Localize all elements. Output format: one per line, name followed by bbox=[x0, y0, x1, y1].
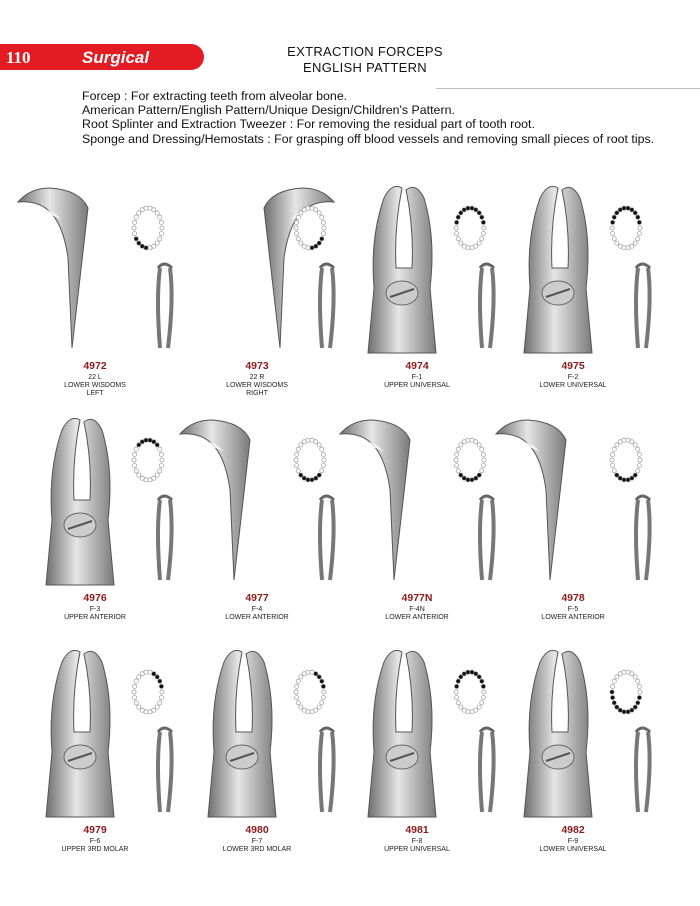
product-ref: F-9 bbox=[567, 838, 579, 845]
product-ref: F-4N bbox=[409, 606, 425, 613]
product-ref: F-6 bbox=[89, 838, 101, 845]
product-ref: 22 L bbox=[88, 374, 102, 381]
product-code: 4974 bbox=[405, 360, 429, 372]
product-code: 4972 bbox=[83, 360, 107, 372]
product-code: 4979 bbox=[83, 824, 107, 836]
product-name-line2: LEFT bbox=[86, 390, 104, 397]
product-code: 4975 bbox=[561, 360, 585, 372]
product-name: LOWER ANTERIOR bbox=[385, 614, 449, 621]
product-card bbox=[332, 400, 502, 630]
product-name: LOWER UNIVERSAL bbox=[539, 846, 607, 853]
product-code: 4973 bbox=[245, 360, 269, 372]
product-ref: F-5 bbox=[567, 606, 579, 613]
product-code: 4976 bbox=[83, 592, 107, 604]
forceps-image bbox=[172, 400, 342, 590]
forceps-image bbox=[172, 632, 342, 822]
product-card bbox=[488, 632, 658, 862]
product-card bbox=[10, 400, 180, 630]
product-name: UPPER 3RD MOLAR bbox=[61, 846, 129, 853]
product-name: LOWER UNIVERSAL bbox=[539, 382, 607, 389]
product-ref: F-8 bbox=[411, 838, 423, 845]
section-title: Surgical bbox=[82, 48, 150, 67]
description-line: Sponge and Dressing/Hemostats : For grasping off blood vessels and removing small pieces of root tips. bbox=[82, 131, 655, 146]
page-title: EXTRACTION FORCEPS bbox=[287, 44, 443, 59]
product-ref: 22 R bbox=[249, 374, 265, 381]
forceps-image bbox=[332, 400, 502, 590]
forceps-image bbox=[332, 168, 502, 358]
product-card bbox=[332, 632, 502, 862]
product-name-line2: RIGHT bbox=[246, 390, 268, 397]
product-code: 4977N bbox=[401, 592, 433, 604]
product-name: UPPER UNIVERSAL bbox=[384, 382, 450, 389]
page-subtitle: ENGLISH PATTERN bbox=[303, 60, 427, 75]
product-card bbox=[172, 632, 342, 862]
product-ref: F-2 bbox=[567, 374, 579, 381]
description-line: Root Splinter and Extraction Tweezer : For removing the residual part of tooth root. bbox=[82, 117, 535, 132]
product-card bbox=[488, 400, 658, 630]
forceps-image bbox=[10, 632, 180, 822]
product-card bbox=[10, 632, 180, 862]
product-name: LOWER 3RD MOLAR bbox=[222, 846, 292, 853]
product-card bbox=[332, 168, 502, 398]
product-code: 4977 bbox=[245, 592, 269, 604]
forceps-image bbox=[488, 400, 658, 590]
description-line: American Pattern/English Pattern/Unique Design/Children's Pattern. bbox=[82, 103, 455, 118]
product-name: LOWER WISDOMS bbox=[226, 382, 288, 389]
product-card bbox=[172, 400, 342, 630]
product-ref: F-1 bbox=[411, 374, 423, 381]
product-card bbox=[172, 168, 342, 398]
forceps-image bbox=[332, 632, 502, 822]
product-name: LOWER ANTERIOR bbox=[541, 614, 605, 621]
product-name: UPPER UNIVERSAL bbox=[384, 846, 450, 853]
product-card bbox=[488, 168, 658, 398]
page-number: 110 bbox=[6, 48, 31, 67]
product-name: LOWER ANTERIOR bbox=[225, 614, 289, 621]
product-name: UPPER ANTERIOR bbox=[64, 614, 126, 621]
description-block bbox=[82, 89, 654, 146]
product-ref: F-4 bbox=[251, 606, 263, 613]
product-name: LOWER WISDOMS bbox=[64, 382, 126, 389]
description-line: Forcep : For extracting teeth from alveolar bone. bbox=[82, 89, 348, 103]
product-code: 4981 bbox=[405, 824, 429, 836]
forceps-image bbox=[10, 168, 180, 358]
product-ref: F-3 bbox=[89, 606, 101, 613]
product-ref: F-7 bbox=[251, 838, 263, 845]
forceps-image bbox=[488, 168, 658, 358]
product-code: 4978 bbox=[561, 592, 585, 604]
forceps-image bbox=[488, 632, 658, 822]
forceps-image bbox=[10, 400, 180, 590]
product-card bbox=[10, 168, 180, 398]
forceps-image bbox=[172, 168, 342, 358]
product-code: 4982 bbox=[561, 824, 585, 836]
product-code: 4980 bbox=[245, 824, 269, 836]
